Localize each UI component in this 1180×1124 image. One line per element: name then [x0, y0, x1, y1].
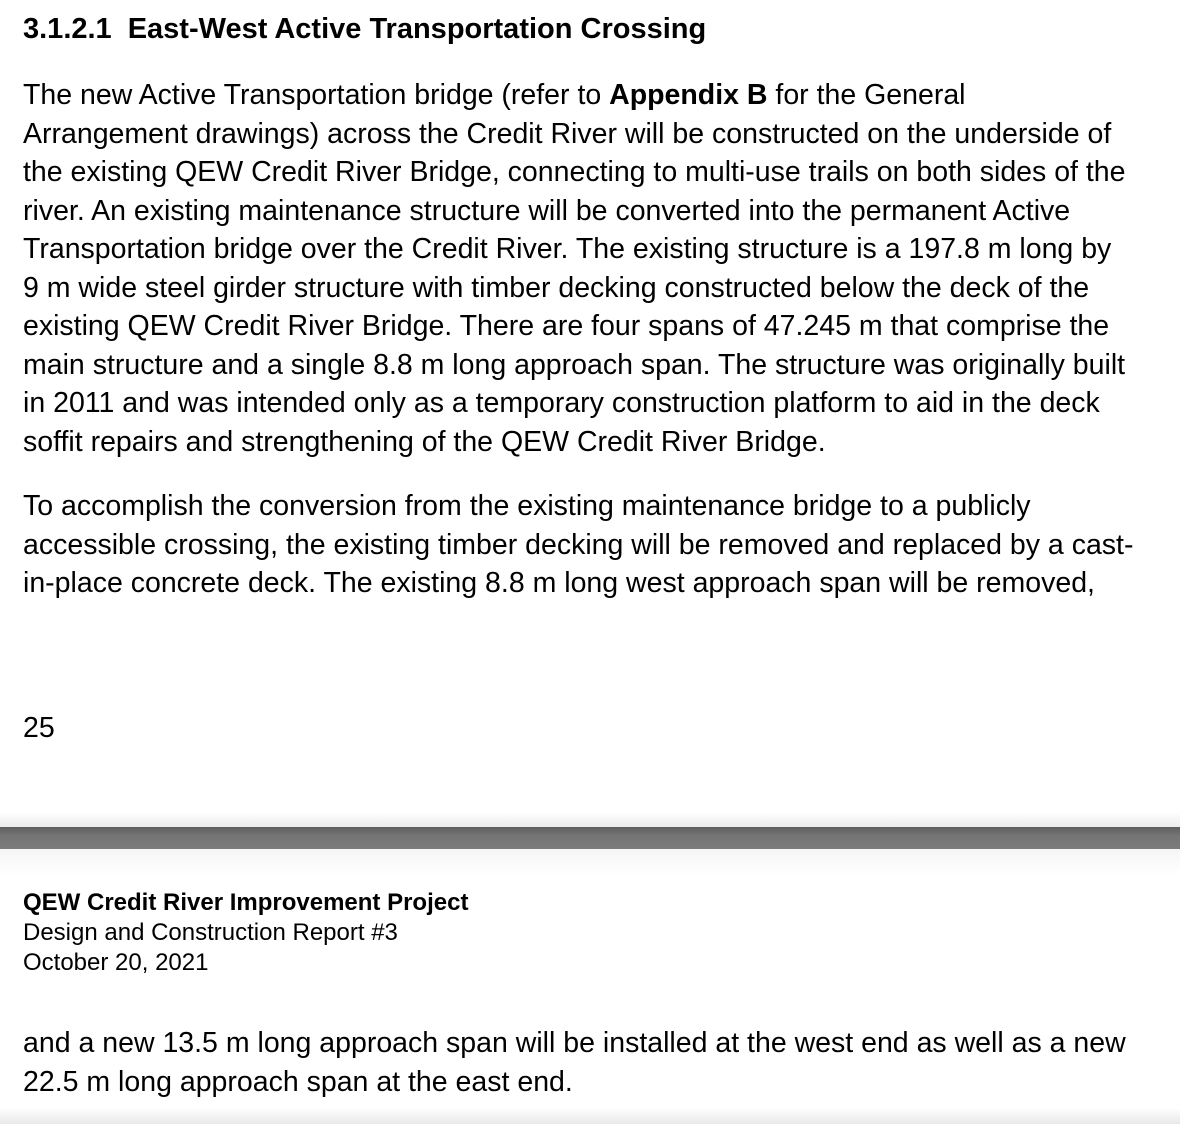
next-page-top-shadow [0, 849, 1180, 875]
report-subtitle: Design and Construction Report #3 [23, 919, 398, 946]
page-separator [0, 812, 1180, 875]
text-line: The new Active Transportation bridge (refer to Appendix B for the General [23, 79, 966, 111]
text-line: and a new 13.5 m long approach span will be installed at the west end as well as a new [23, 1027, 1126, 1059]
report-date: October 20, 2021 [23, 949, 209, 976]
page-header [23, 888, 1152, 978]
text-line: the existing QEW Credit River Bridge, connecting to multi-use trails on both sides of the [23, 156, 1126, 188]
page-bottom-shadow [0, 812, 1180, 827]
text-line: accessible crossing, the existing timber decking will be removed and replaced by a cast- [23, 528, 1134, 561]
page-number: 25 [23, 711, 55, 744]
text-line: 22.5 m long approach span at the east end. [23, 1065, 573, 1098]
section-number: 3.1.2.1 [23, 13, 112, 45]
text-line: To accomplish the conversion from the existing maintenance bridge to a publicly [23, 490, 1031, 522]
text-line: existing QEW Credit River Bridge. There are four spans of 47.245 m that comprise the [23, 310, 1110, 342]
text-line: in 2011 and was intended only as a temporary construction platform to aid in the deck [23, 387, 1100, 419]
text-line: river. An existing maintenance structure will be converted into the permanent Active [23, 194, 1071, 227]
text-line: in-place concrete deck. The existing 8.8 m long west approach span will be removed, [23, 567, 1095, 599]
project-title: QEW Credit River Improvement Project [23, 889, 469, 916]
text-line: Transportation bridge over the Credit River. The existing structure is a 197.8 m long by [23, 233, 1112, 265]
paragraph-continuation [23, 1024, 1152, 1101]
page-2 [23, 888, 1152, 1101]
text-line: main structure and a single 8.8 m long approach span. The structure was originally built [23, 348, 1126, 381]
paragraph-2 [23, 487, 1152, 603]
text-line: soffit repairs and strengthening of the QEW Credit River Bridge. [23, 425, 826, 458]
next-page-separator-shadow [0, 1108, 1180, 1124]
text-line: 9 m wide steel girder structure with timber decking constructed below the deck of the [23, 271, 1090, 304]
section-heading [23, 12, 1152, 47]
section-title: East-West Active Transportation Crossing [127, 13, 707, 45]
paragraph-1 [23, 76, 1152, 461]
page-gap-bar [0, 827, 1180, 849]
text-line: Arrangement drawings) across the Credit River will be constructed on the underside of [23, 117, 1112, 150]
